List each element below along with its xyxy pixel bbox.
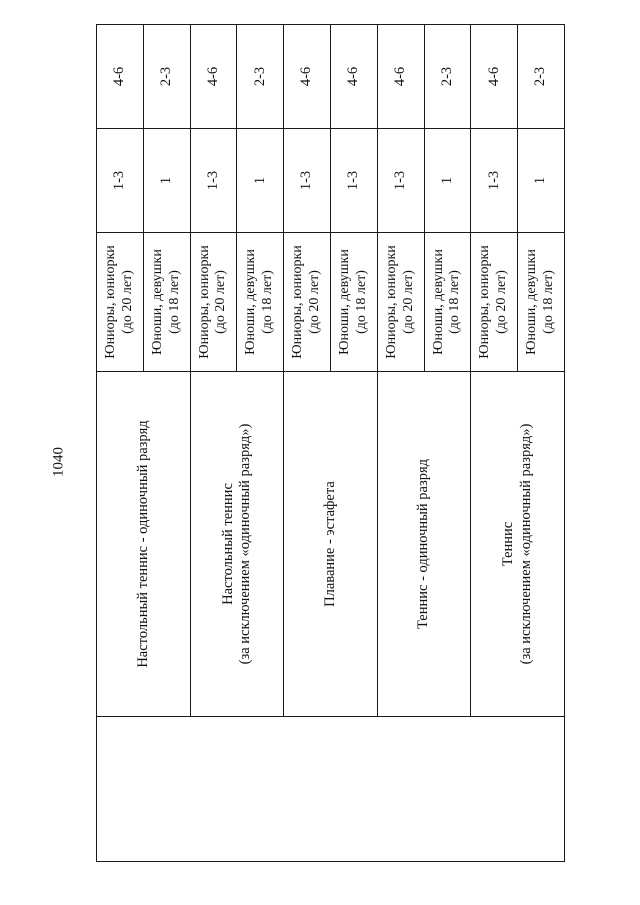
age-group-name: Юниоры, юниорки <box>383 245 399 359</box>
age-group-limit: (до 20 лет) <box>400 270 416 334</box>
blank-column-cell <box>97 717 565 862</box>
age-group-limit: (до 20 лет) <box>213 270 229 334</box>
max-rank-cell: 2-3 <box>424 25 471 129</box>
max-rank-cell: 2-3 <box>143 25 190 129</box>
age-group-cell <box>190 233 237 372</box>
age-group-name: Юноши, девушки <box>524 249 540 355</box>
min-rank-cell: 1 <box>143 129 190 233</box>
age-group-cell <box>518 233 565 372</box>
age-group-limit: (до 18 лет) <box>166 270 182 334</box>
age-group-name: Юниоры, юниорки <box>103 245 119 359</box>
discipline-name-cell <box>377 372 471 717</box>
min-rank-cell: 1-3 <box>190 129 237 233</box>
min-rank-cell: 1 <box>237 129 284 233</box>
age-group-cell <box>424 233 471 372</box>
discipline-name: Настольный теннис <box>219 483 236 605</box>
table-row <box>97 25 144 862</box>
age-group-cell <box>330 233 377 372</box>
discipline-name: Теннис - одиночный разряд <box>415 458 432 630</box>
max-rank-cell: 4-6 <box>97 25 144 129</box>
min-rank-cell: 1 <box>518 129 565 233</box>
discipline-name-cell <box>471 372 565 717</box>
discipline-qualifier: (за исключением «одиночный разряд») <box>236 423 253 665</box>
age-group-name: Юниоры, юниорки <box>290 245 306 359</box>
min-rank-cell: 1 <box>424 129 471 233</box>
max-rank-cell: 4-6 <box>330 25 377 129</box>
discipline-name: Теннис <box>500 521 517 567</box>
age-group-name: Юноши, девушки <box>149 249 165 355</box>
min-rank-cell: 1-3 <box>284 129 331 233</box>
max-rank-cell: 2-3 <box>518 25 565 129</box>
sports-table <box>96 24 565 862</box>
discipline-name-cell <box>190 372 284 717</box>
max-rank-cell: 4-6 <box>284 25 331 129</box>
discipline-name-cell <box>284 372 378 717</box>
max-rank-cell: 4-6 <box>377 25 424 129</box>
discipline-name: Настольный теннис - одиночный разряд <box>134 420 151 668</box>
age-group-cell <box>471 233 518 372</box>
age-group-name: Юноши, девушки <box>243 249 259 355</box>
age-group-limit: (до 18 лет) <box>260 270 276 334</box>
age-group-limit: (до 18 лет) <box>353 270 369 334</box>
min-rank-cell: 1-3 <box>330 129 377 233</box>
age-group-limit: (до 20 лет) <box>119 270 135 334</box>
rotated-table-container <box>96 66 565 862</box>
age-group-cell <box>143 233 190 372</box>
min-rank-cell: 1-3 <box>377 129 424 233</box>
page-number: 1040 <box>50 447 67 477</box>
age-group-limit: (до 18 лет) <box>541 270 557 334</box>
age-group-cell <box>377 233 424 372</box>
age-group-cell <box>284 233 331 372</box>
min-rank-cell: 1-3 <box>471 129 518 233</box>
age-group-limit: (до 20 лет) <box>494 270 510 334</box>
age-group-limit: (до 20 лет) <box>307 270 323 334</box>
discipline-name: Плавание - эстафета <box>321 481 338 607</box>
age-group-limit: (до 18 лет) <box>447 270 463 334</box>
max-rank-cell: 4-6 <box>190 25 237 129</box>
discipline-name-cell <box>97 372 191 717</box>
age-group-cell <box>97 233 144 372</box>
max-rank-cell: 2-3 <box>237 25 284 129</box>
discipline-qualifier: (за исключением «одиночный разряд») <box>517 423 534 665</box>
min-rank-cell: 1-3 <box>97 129 144 233</box>
age-group-name: Юниоры, юниорки <box>477 245 493 359</box>
age-group-name: Юноши, девушки <box>337 249 353 355</box>
age-group-cell <box>237 233 284 372</box>
max-rank-cell: 4-6 <box>471 25 518 129</box>
age-group-name: Юноши, девушки <box>430 249 446 355</box>
age-group-name: Юниоры, юниорки <box>196 245 212 359</box>
